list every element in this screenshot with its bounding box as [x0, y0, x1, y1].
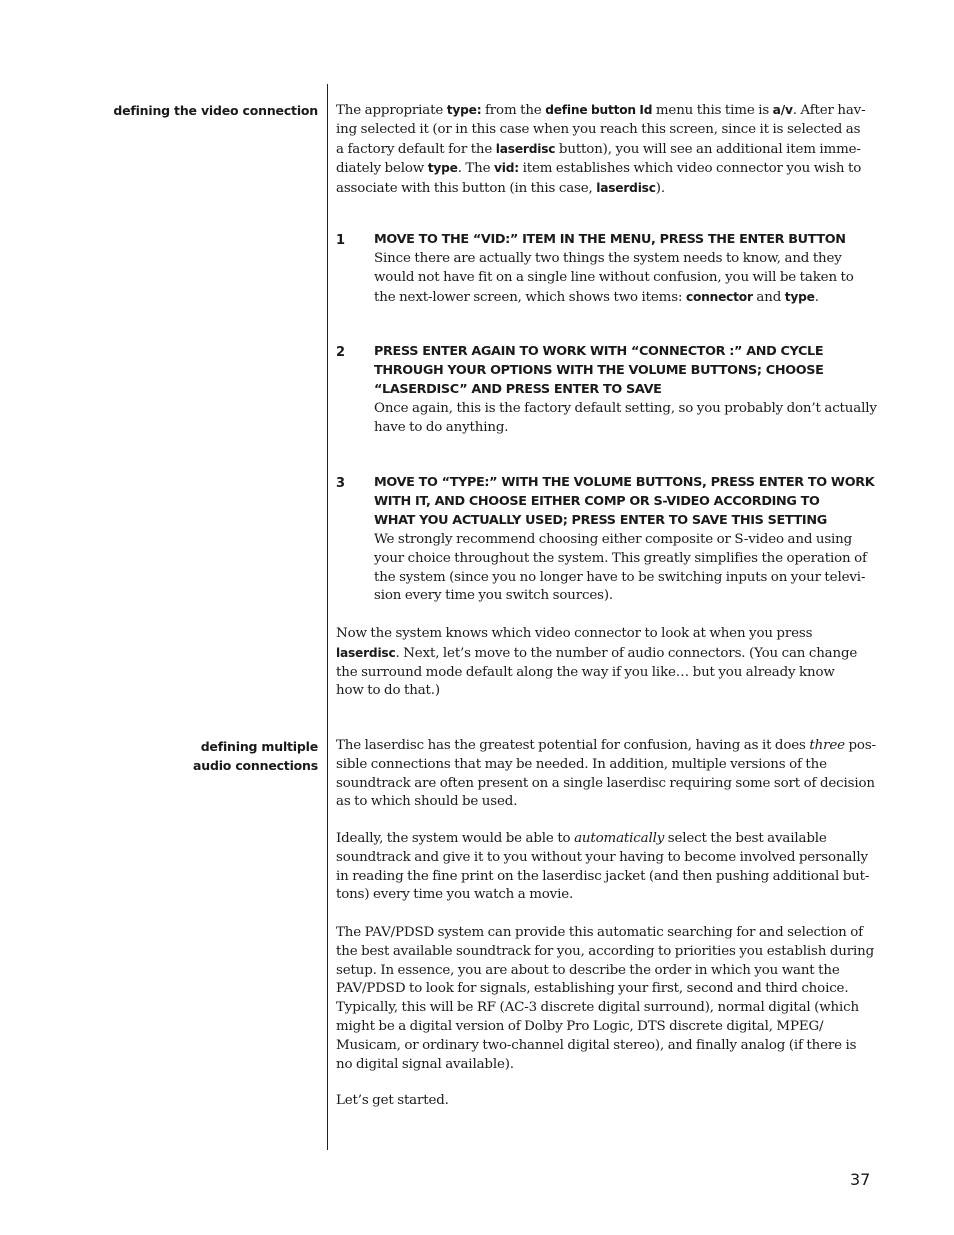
emphasis-automatically: automatically [574, 831, 665, 846]
step-heading: MOVE TO THE “VID:” ITEM IN THE MENU, PRESS THE ENTER BUTTON [374, 232, 846, 247]
text-line: associate with this button (in this case, laserdisc). [336, 181, 665, 197]
step-heading: MOVE TO “TYPE:” WITH THE VOLUME BUTTONS, PRESS ENTER TO WORK WITH IT, AND CHOOSE EITHER COMP OR S-VIDEO ACCORDING TO WHAT YOU ACTUALLY USED; PRESS ENTER TO SAVE THIS SETTING [374, 475, 875, 528]
step-heading: PRESS ENTER AGAIN TO WORK WITH “CONNECTOR :” AND CYCLE THROUGH YOUR OPTIONS WITH THE VOLUME BUTTONS; CHOOSE “LASERDISC” AND PRESS ENTER TO SAVE [374, 344, 824, 397]
audio-paragraph-4: Let’s get started. [336, 1093, 449, 1108]
heading-line: defining the video connection [113, 103, 318, 118]
step-body: Since there are actually two things the system needs to know, and they would not have fit on a single line without confusion, you will be taken to the next-lower screen, which shows two items: connector and type. [374, 251, 854, 305]
text-line: The appropriate type: from the define button Id menu this time is a/v. After hav- [336, 103, 866, 118]
audio-paragraph-3: The PAV/PDSD system can provide this automatic searching for and selection of the best available soundtrack for you, according to priorities you establish during setup. In essence, you are about to describe the order in which you want the PAV/PDSD to look for signals, establishing your first, second and third choice. Typically, this will be RF (AC-3 discrete digital surround), normal digital (which might be a digital version of Dolby Pro Logic, DTS discrete digital, MPEG/ Musicam, or ordinary two-channel digital stereo), and finally analog (if there is no digital signal available). [336, 925, 874, 1072]
term-type: type [784, 289, 815, 304]
term-av: a/v [772, 103, 793, 117]
after-steps-paragraph: Now the system knows which video connector to look at when you press laserdisc. Next, let’s move to the number of audio connectors. (You can change the surround mode default along the way if you like… but you already know how to do that.) [336, 626, 858, 699]
heading-defining-video-connection [113, 101, 318, 120]
page-number: 37 [850, 1170, 871, 1189]
term-define-button-id: define button Id [545, 103, 653, 117]
term-type: type [427, 161, 458, 176]
text-line: ing selected it (or in this case when you reach this screen, since it is selected as [336, 121, 861, 137]
term-laserdisc: laserdisc [596, 181, 656, 196]
heading-line: defining multiple [200, 739, 318, 754]
step-number: 1 [336, 233, 346, 248]
intro-paragraph [336, 101, 870, 199]
term-vid: vid: [494, 161, 519, 176]
term-type: type: [446, 103, 482, 117]
step-number: 3 [336, 476, 346, 491]
step-number: 2 [336, 345, 346, 360]
term-connector: connector [685, 289, 753, 304]
text-line: a factory default for the laserdisc button), you will see an additional item imme- [336, 141, 861, 157]
audio-paragraph-1: The laserdisc has the greatest potential for confusion, having as it does three pos- sible connections that may be needed. In addition, multiple versions of the soundtrack are often present on a single laserdisc requiring some sort of decision as to which should be used. [336, 738, 876, 810]
step-body: We strongly recommend choosing either composite or S-video and using your choice throughout the system. This greatly simplifies the operation of the system (since you no longer have to be switching inputs on your televi- sion every time you switch sources). [374, 532, 867, 604]
term-laserdisc: laserdisc [336, 645, 396, 660]
audio-paragraph-2: Ideally, the system would be able to automatically select the best available soundtrack and give it to you without your having to become involved personally in reading the fine print on the laserdisc jacket (and then pushing additional but- tons) every time you watch a movie. [336, 831, 870, 903]
column-divider [327, 84, 328, 1150]
text-line: diately below type. The vid: item establishes which video connector you wish to [336, 161, 862, 177]
step-body: Once again, this is the factory default setting, so you probably don’t actually have to do anything. [374, 401, 877, 435]
heading-defining-multiple-audio-connections [193, 737, 318, 775]
emphasis-three: three [809, 738, 845, 753]
term-laserdisc: laserdisc [495, 141, 556, 156]
heading-line: audio connections [193, 758, 318, 773]
